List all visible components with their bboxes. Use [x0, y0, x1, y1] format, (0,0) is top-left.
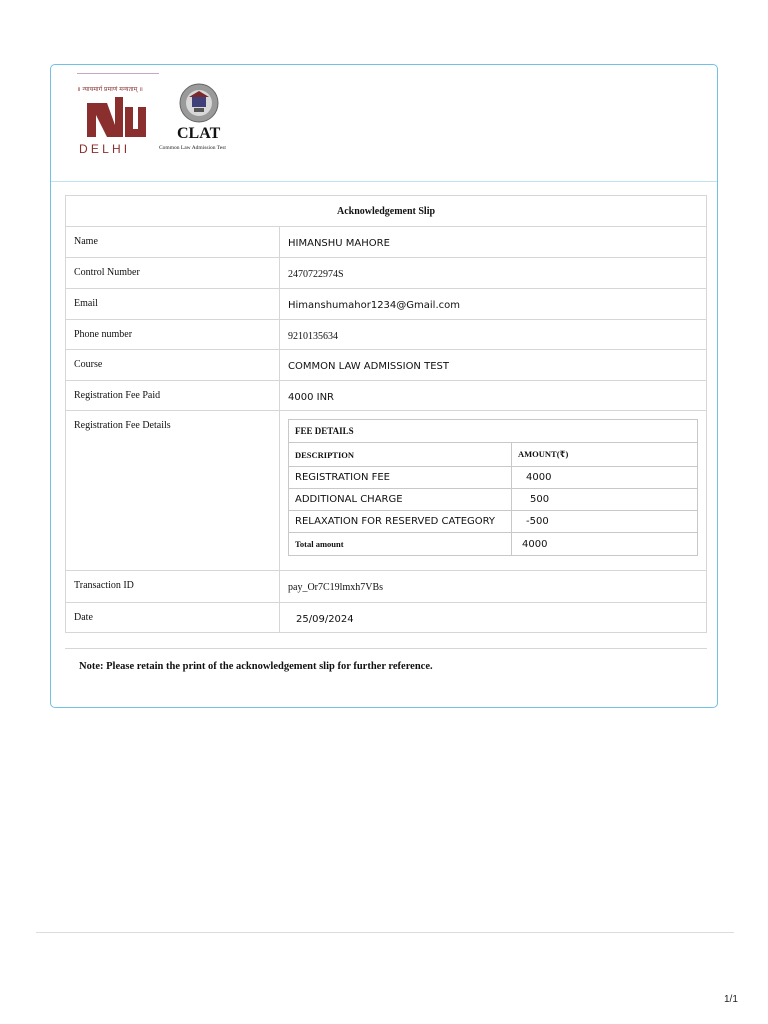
fee-paid-value: 4000 INR — [280, 381, 707, 411]
slip-title-row — [66, 196, 707, 227]
clat-subtitle: Common Law Admission Test — [159, 145, 226, 151]
nlu-delhi-logo — [77, 73, 159, 165]
fee-details-table — [288, 419, 698, 556]
table-row — [66, 571, 707, 603]
field-label: Course — [66, 350, 280, 381]
course-value: COMMON LAW ADMISSION TEST — [280, 350, 707, 381]
page-footer-divider — [36, 932, 734, 933]
table-row — [66, 227, 707, 258]
fee-item-row — [289, 511, 698, 533]
table-row — [66, 381, 707, 411]
control-number-value: 2470722974S — [280, 258, 707, 289]
clat-logo — [159, 81, 251, 155]
table-row — [66, 411, 707, 571]
name-value: HIMANSHU MAHORE — [280, 227, 707, 258]
fee-item-amount: 500 — [512, 489, 698, 511]
fee-item-description: REGISTRATION FEE — [289, 467, 512, 489]
fee-details-cell — [280, 411, 707, 571]
clat-title: CLAT — [177, 125, 221, 142]
fee-total-label: Total amount — [289, 533, 512, 556]
table-row — [66, 258, 707, 289]
clat-emblem-icon — [179, 83, 219, 123]
field-label: Registration Fee Details — [66, 411, 280, 571]
field-label: Name — [66, 227, 280, 258]
field-label: Phone number — [66, 320, 280, 350]
table-row — [66, 350, 707, 381]
nlu-monogram-icon — [85, 95, 147, 139]
slip-header — [51, 65, 717, 182]
amount-column-header: AMOUNT(₹) — [512, 443, 698, 467]
fee-item-description: ADDITIONAL CHARGE — [289, 489, 512, 511]
email-value: Himanshumahor1234@Gmail.com — [280, 289, 707, 320]
acknowledgement-card — [50, 64, 718, 708]
fee-item-description: RELAXATION FOR RESERVED CATEGORY — [289, 511, 512, 533]
fee-column-header-row — [289, 443, 698, 467]
field-label: Date — [66, 603, 280, 633]
fee-item-row — [289, 489, 698, 511]
field-label: Registration Fee Paid — [66, 381, 280, 411]
fee-total-row — [289, 533, 698, 556]
fee-details-heading-row — [289, 420, 698, 443]
field-label: Email — [66, 289, 280, 320]
fee-item-amount: 4000 — [512, 467, 698, 489]
table-row — [66, 320, 707, 350]
fee-item-row — [289, 467, 698, 489]
date-value: 25/09/2024 — [280, 603, 707, 633]
page-number: 1/1 — [724, 994, 738, 1005]
acknowledgement-table — [65, 195, 707, 633]
description-column-header: DESCRIPTION — [289, 443, 512, 467]
fee-details-heading: FEE DETAILS — [289, 420, 698, 443]
fee-item-amount: -500 — [512, 511, 698, 533]
table-row — [66, 289, 707, 320]
nlu-motto: ॥ न्यायमार्ग प्रमाणं मन्यताम् ॥ — [77, 87, 144, 93]
field-label: Transaction ID — [66, 571, 280, 603]
transaction-id-value: pay_Or7C19lmxh7VBs — [280, 571, 707, 603]
retain-note: Note: Please retain the print of the acknowledgement slip for further reference. — [79, 661, 433, 672]
phone-value: 9210135634 — [280, 320, 707, 350]
field-label: Control Number — [66, 258, 280, 289]
logo-divider — [77, 73, 159, 74]
slip-title: Acknowledgement Slip — [66, 196, 707, 227]
table-row — [66, 603, 707, 633]
fee-total-amount: 4000 — [512, 533, 698, 556]
note-divider — [65, 648, 707, 649]
nlu-city-label: DELHI — [79, 142, 131, 156]
